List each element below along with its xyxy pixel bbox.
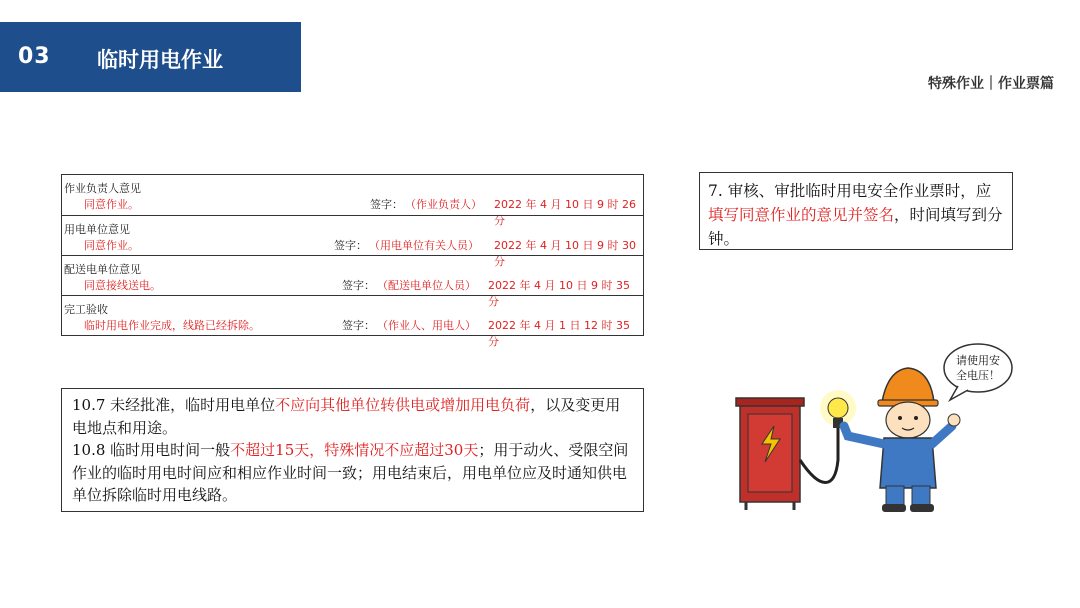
light-bulb-icon: [820, 390, 856, 428]
rule-text: ，以及变更用电地点和用途。: [72, 396, 621, 437]
speech-bubble: [944, 344, 1012, 400]
row-opinion: 同意作业。: [84, 198, 139, 211]
regulation-box: [61, 388, 644, 512]
rule-highlight: 不应向其他单位转供电或增加用电负荷: [275, 396, 531, 414]
speech-line-1: 请使用安: [956, 354, 1000, 367]
sign-time: 2022 年 4 月 10 日 9 时 35 分: [488, 279, 630, 308]
signer: （作业人、用电人）: [377, 319, 476, 332]
note-text: 7. 审核、审批临时用电安全作业票时，应: [708, 182, 992, 200]
section-number: 03: [18, 44, 51, 69]
rule-text: 10.8 临时用电时间一般: [72, 441, 231, 459]
sign-time: 2022 年 4 月 10 日 9 时 26 分: [494, 198, 636, 227]
rule-text: 10.7 未经批准，临时用电单位: [72, 396, 276, 414]
approval-row: [62, 175, 643, 227]
rule-text: ；用于动火、受限空间作业的临时用电时间应和相应作业时间一致；用电结束后，用电单位应及时通知供电单位拆除临时用电线路。: [72, 441, 629, 504]
section-banner: [0, 22, 301, 92]
sign-label: 签字：: [342, 319, 375, 332]
row-label: 配送电单位意见: [64, 263, 141, 276]
approval-row: [62, 295, 643, 348]
section-title: 临时用电作业: [97, 48, 223, 72]
row-label: 完工验收: [64, 303, 108, 316]
approval-row: [62, 255, 643, 308]
row-opinion: 临时用电作业完成，线路已经拆除。: [84, 319, 260, 332]
row-opinion: 同意接线送电。: [84, 279, 161, 292]
sign-label: 签字：: [334, 239, 367, 252]
sign-time: 2022 年 4 月 10 日 9 时 30 分: [494, 239, 636, 268]
rule-10-8: [72, 439, 633, 507]
signer: （配送电单位人员）: [377, 279, 476, 292]
rule-10-7: [72, 394, 633, 439]
row-label: 用电单位意见: [64, 223, 130, 236]
sign-label: 签字：: [342, 279, 375, 292]
row-label: 作业负责人意见: [64, 182, 141, 195]
rule-highlight: 不超过15天，特殊情况不应超过30天: [230, 441, 479, 459]
category-tag: 特殊作业｜作业票篇: [928, 76, 1054, 92]
approval-row: [62, 215, 643, 268]
speech-line-2: 全电压！: [956, 369, 1000, 382]
signer: （作业负责人）: [405, 198, 482, 211]
sign-time: 2022 年 4 月 1 日 12 时 35 分: [488, 319, 630, 348]
signer: （用电单位有关人员）: [369, 239, 479, 252]
electrician-illustration: [730, 340, 1030, 520]
approval-note-box: [699, 172, 1013, 250]
note-text-end: ，时间填写到分钟。: [708, 206, 1003, 248]
row-opinion: 同意作业。: [84, 239, 139, 252]
permit-approval-table: [61, 174, 644, 348]
electric-cabinet-icon: [736, 398, 804, 510]
worker-figure: [844, 368, 960, 512]
note-highlight: 填写同意作业的意见并签名: [708, 206, 895, 224]
sign-label: 签字：: [370, 198, 403, 211]
